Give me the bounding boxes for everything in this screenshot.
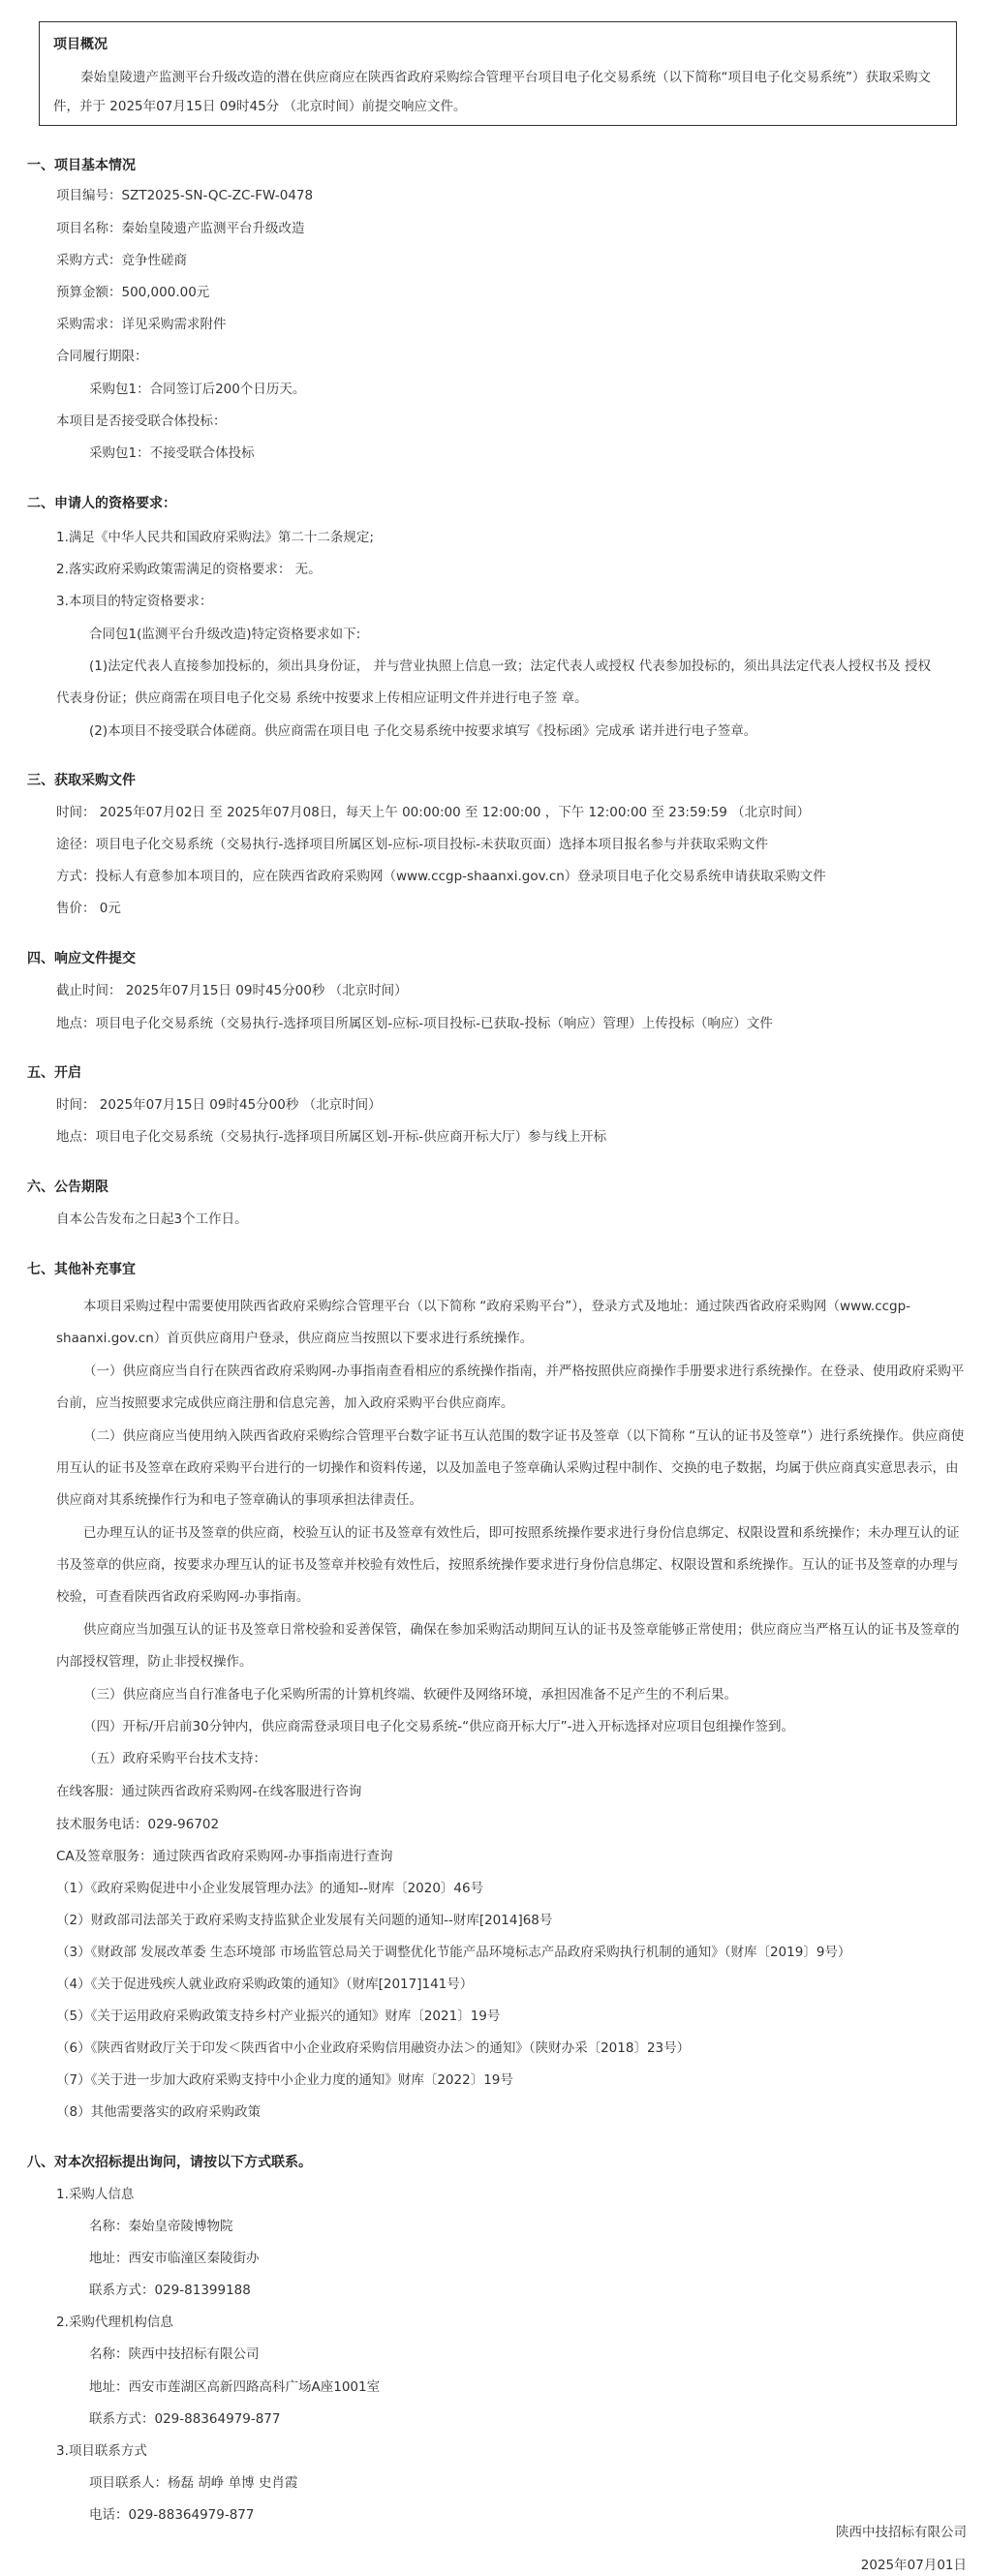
obtain-time: 时间： 2025年07月02日 至 2025年07月08日，每天上午 00:00:00 至 12:00:00 ，下午 12:00:00 至 23:59:59 （北京时间） bbox=[56, 805, 811, 820]
qualification-package-heading: 合同包1(监测平台升级改造)特定资格要求如下: bbox=[89, 627, 361, 642]
policy-item: （5）《关于运用政府采购政策支持乡村产业振兴的通知》财库〔2021〕19号 bbox=[56, 2009, 501, 2024]
consortium-package: 采购包1：不接受联合体投标 bbox=[89, 445, 255, 461]
notice-period: 自本公告发布之日起3个工作日。 bbox=[56, 1211, 248, 1227]
agency-address: 地址：西安市莲湖区高新四路高科广场A座1001室 bbox=[89, 2379, 381, 2395]
obtain-method: 方式：投标人有意参加本项目的，应在陕西省政府采购网（www.ccgp-shaanxi.gov.cn）登录项目电子化交易系统申请获取采购文件 bbox=[56, 869, 826, 884]
opening-time: 时间： 2025年07月15日 09时45分00秒 （北京时间） bbox=[56, 1097, 382, 1113]
submission-deadline: 截止时间： 2025年07月15日 09时45分00秒 （北京时间） bbox=[56, 983, 408, 998]
purchaser-heading: 1.采购人信息 bbox=[56, 2187, 135, 2202]
supplementary-paragraph: 供应商应当加强互认的证书及签章日常校验和妥善保管，确保在参加采购活动期间互认的证书及签章能够正常使用；供应商应当严格互认的证书及签章的内部授权管理，防止非授权操作。 bbox=[56, 1622, 960, 1670]
supplementary-paragraph: （一）供应商应当自行在陕西省政府采购网-办事指南查看相应的系统操作指南，并严格按照供应商操作手册要求进行系统操作。在登录、使用政府采购平台前，应当按照要求完成供应商注册和信息完善，加入政府采购平台供应商库。 bbox=[56, 1364, 965, 1411]
supplementary-paragraph: （四）开标/开启前30分钟内，供应商需登录项目电子化交易系统-“供应商开标大厅”-进入开标选择对应项目包组操作签到。 bbox=[83, 1719, 794, 1734]
policy-item: （6）《陕西省财政厅关于印发＜陕西省中小企业政府采购信用融资办法＞的通知》（陕财办采〔2018〕23号） bbox=[56, 2040, 691, 2056]
submission-location: 地点：项目电子化交易系统（交易执行-选择项目所属区划-应标-项目投标-已获取-投标（响应）管理）上传投标（响应）文件 bbox=[56, 1016, 773, 1031]
qualification-item: 1.满足《中华人民共和国政府采购法》第二十二条规定; bbox=[56, 530, 374, 545]
section-title-opening: 五、开启 bbox=[27, 1065, 81, 1081]
policy-item: （7）《关于进一步加大政府采购支持中小企业力度的通知》财库〔2022〕19号 bbox=[56, 2072, 513, 2088]
contract-period-label: 合同履行期限： bbox=[56, 349, 148, 364]
project-name: 项目名称：秦始皇陵遗产监测平台升级改造 bbox=[56, 221, 305, 236]
section-title-basic-info: 一、项目基本情况 bbox=[27, 158, 136, 173]
qualification-requirement-1: (1)法定代表人直接参加投标的，须出具身份证， 并与营业执照上信息一致；法定代表人或授权 代表参加投标的，须出具法定代表人授权书及 授权 bbox=[89, 659, 931, 674]
agency-contact: 联系方式：029-88364979-877 bbox=[89, 2411, 281, 2427]
project-number: 项目编号：SZT2025-SN-QC-ZC-FW-0478 bbox=[56, 188, 314, 203]
project-overview-box bbox=[39, 21, 957, 126]
section-title-submission: 四、响应文件提交 bbox=[27, 951, 136, 966]
supplementary-paragraph: 本项目采购过程中需要使用陕西省政府采购综合管理平台（以下简称 “政府采购平台”），登录方式及地址：通过陕西省政府采购网（www.ccgp-shaanxi.gov.cn）首页供应商用户登录，供应商应当按照以下要求进行系统操作。 bbox=[56, 1299, 911, 1346]
policy-item: （8）其他需要落实的政府采购政策 bbox=[56, 2104, 262, 2120]
section-title-notice-period: 六、公告期限 bbox=[27, 1180, 108, 1195]
policy-item: （3）《财政部 发展改革委 生态环境部 市场监管总局关于调整优化节能产品环境标志产品政府采购执行机制的通知》（财库〔2019〕9号） bbox=[56, 1945, 851, 1960]
supplementary-paragraph: 已办理互认的证书及签章的供应商，校验互认的证书及签章有效性后，即可按照系统操作要求进行身份信息绑定、权限设置和系统操作；未办理互认的证书及签章的供应商，按要求办理互认的证书及签章并校验有效性后，按照系统操作要求进行身份信息绑定、权限设置和系统操作。互认的证书及签章的办理与校验，可查看陕西省政府采购网-办事指南。 bbox=[56, 1525, 960, 1605]
section-title-qualification: 二、申请人的资格要求： bbox=[27, 496, 176, 511]
policy-item: （2）财政部司法部关于政府采购支持监狱企业发展有关问题的通知--财库[2014]68号 bbox=[56, 1913, 553, 1928]
overview-body: 秦始皇陵遗产监测平台升级改造的潜在供应商应在陕西省政府采购综合管理平台项目电子化交易系统（以下简称“项目电子化交易系统”）获取采购文件，并于 2025年07月15日 09时45分 （北京时间）前提交响应文件。 bbox=[53, 70, 931, 114]
support-online-service: 在线客服：通过陕西省政府采购网-在线客服进行咨询 bbox=[56, 1784, 362, 1799]
purchaser-name: 名称：秦始皇帝陵博物院 bbox=[89, 2219, 233, 2234]
opening-location: 地点：项目电子化交易系统（交易执行-选择项目所属区划-开标-供应商开标大厅）参与线上开标 bbox=[56, 1129, 607, 1145]
purchaser-address: 地址：西安市临潼区秦陵街办 bbox=[89, 2251, 260, 2266]
consortium-label: 本项目是否接受联合体投标： bbox=[56, 414, 227, 429]
contract-period-package: 采购包1：合同签订后200个日历天。 bbox=[89, 382, 306, 397]
purchaser-contact: 联系方式：029-81399188 bbox=[89, 2283, 251, 2298]
qualification-item: 3.本项目的特定资格要求： bbox=[56, 594, 213, 609]
obtain-route: 途径：项目电子化交易系统（交易执行-选择项目所属区划-应标-项目投标-未获取页面）选择本项目报名参与并获取采购文件 bbox=[56, 837, 768, 852]
document-price: 售价： 0元 bbox=[56, 901, 121, 916]
supplementary-paragraph: （三）供应商应当自行准备电子化采购所需的计算机终端、软硬件及网络环境，承担因准备不足产生的不利后果。 bbox=[83, 1687, 737, 1702]
footer-date: 2025年07月01日 bbox=[860, 2558, 967, 2573]
budget-amount: 预算金额：500,000.00元 bbox=[56, 285, 210, 300]
agency-name: 名称：陕西中技招标有限公司 bbox=[89, 2346, 260, 2362]
project-contact-person: 项目联系人：杨磊 胡峥 单博 史肖霞 bbox=[89, 2475, 298, 2491]
project-contact-heading: 3.项目联系方式 bbox=[56, 2443, 147, 2459]
policy-item: （1）《政府采购促进中小企业发展管理办法》的通知--财库〔2020〕46号 bbox=[56, 1881, 484, 1896]
supplementary-paragraph: （五）政府采购平台技术支持： bbox=[83, 1751, 266, 1766]
support-ca-service: CA及签章服务：通过陕西省政府采购网-办事指南进行查询 bbox=[56, 1849, 393, 1864]
qualification-item: 2.落实政府采购政策需满足的资格要求： 无。 bbox=[56, 562, 322, 577]
footer-organization: 陕西中技招标有限公司 bbox=[836, 2525, 967, 2540]
qualification-requirement-1-cont: 代表身份证；供应商需在项目电子化交易 系统中按要求上传相应证明文件并进行电子签 章。 bbox=[56, 690, 588, 706]
section-title-supplementary: 七、其他补充事宜 bbox=[27, 1262, 136, 1277]
procurement-method: 采购方式：竞争性磋商 bbox=[56, 253, 187, 268]
project-contact-phone: 电话：029-88364979-877 bbox=[89, 2507, 255, 2523]
policy-item: （4）《关于促进残疾人就业政府采购政策的通知》（财库[2017]141号） bbox=[56, 1977, 474, 1992]
qualification-requirement-2: (2)本项目不接受联合体磋商。供应商需在项目电 子化交易系统中按要求填写《投标函》完成承 诺并进行电子签章。 bbox=[89, 723, 757, 739]
overview-title: 项目概况 bbox=[53, 37, 108, 52]
section-title-contact: 八、对本次招标提出询问，请按以下方式联系。 bbox=[27, 2155, 312, 2170]
agency-heading: 2.采购代理机构信息 bbox=[56, 2315, 173, 2330]
procurement-requirement: 采购需求：详见采购需求附件 bbox=[56, 317, 227, 332]
support-phone: 技术服务电话：029-96702 bbox=[56, 1817, 220, 1832]
supplementary-paragraph: （二）供应商应当使用纳入陕西省政府采购综合管理平台数字证书互认范围的数字证书及签章（以下简称 “互认的证书及签章”）进行系统操作。供应商使用互认的证书及签章在政府采购平台进行的一切操作和资料传递，以及加盖电子签章确认采购过程中制作、交换的电子数据，均属于供应商真实意思表示，由供应商对其系统操作行为和电子签章确认的事项承担法律责任。 bbox=[56, 1428, 965, 1508]
section-title-obtain-documents: 三、获取采购文件 bbox=[27, 773, 136, 788]
